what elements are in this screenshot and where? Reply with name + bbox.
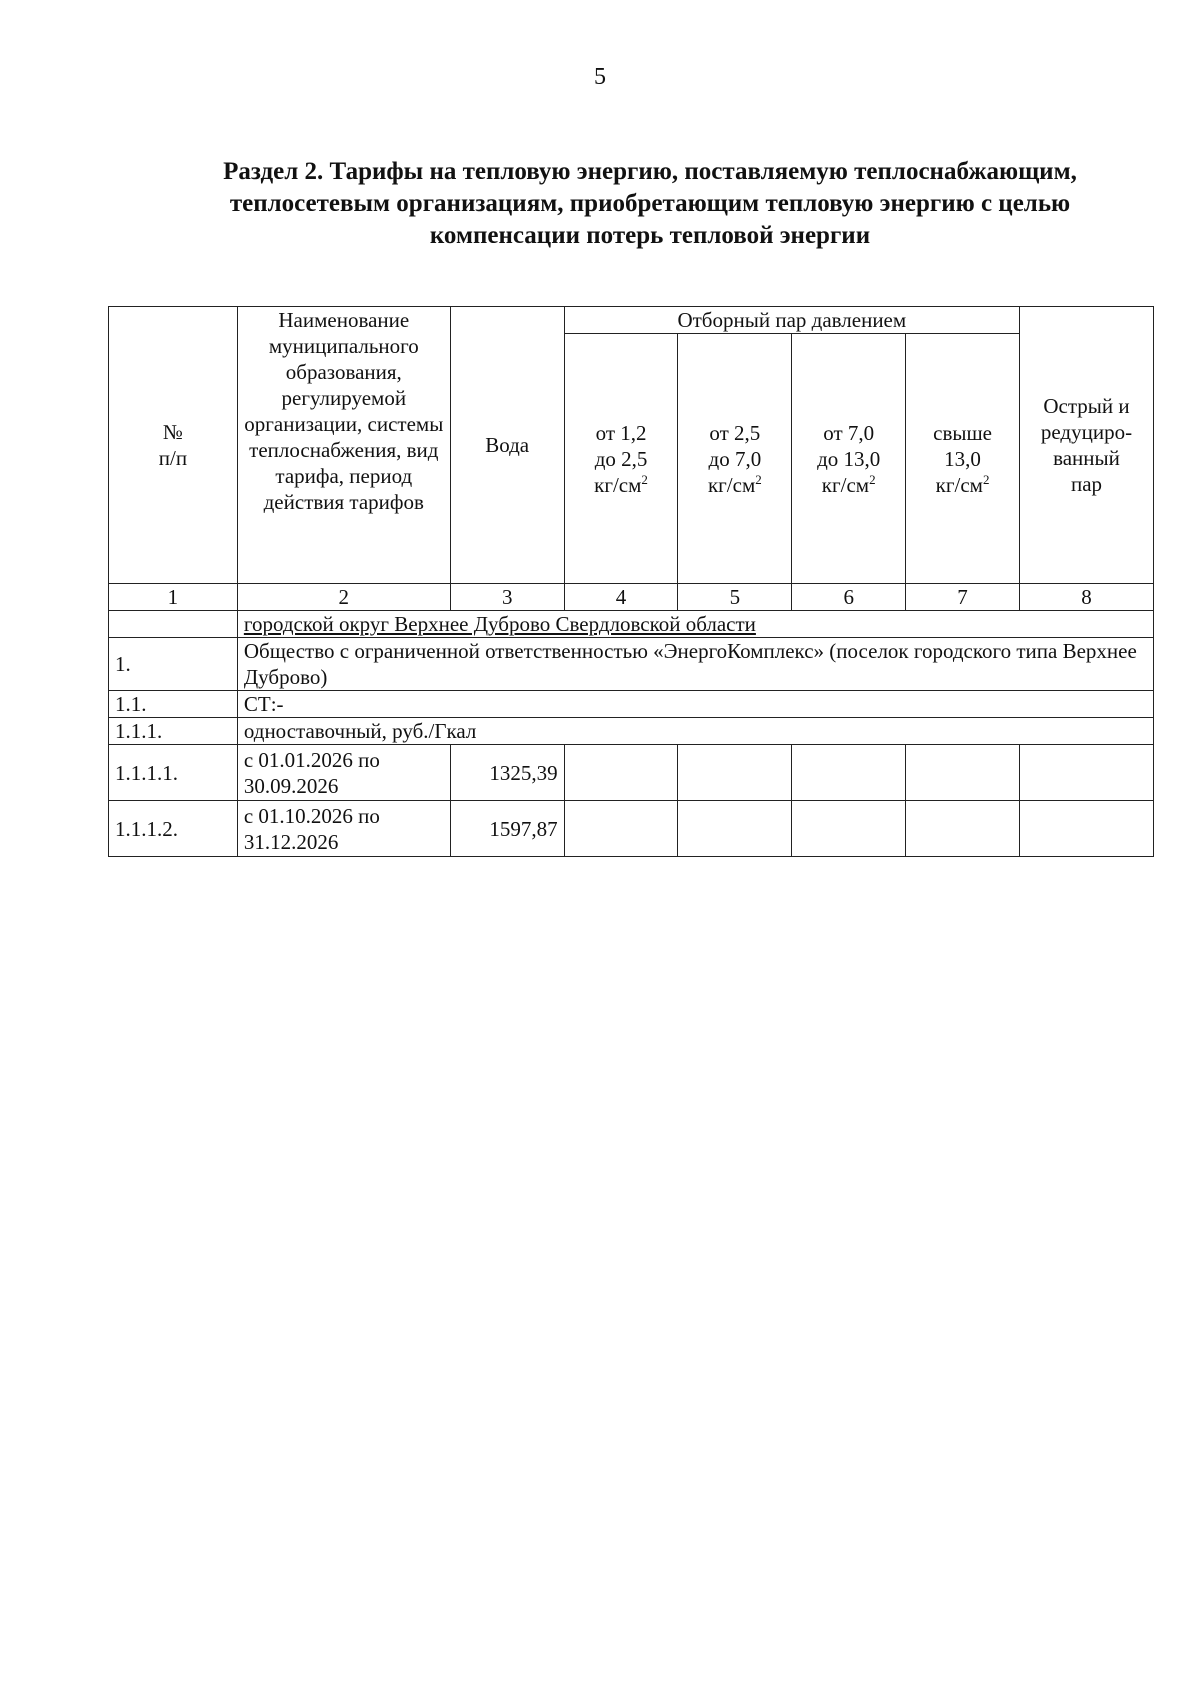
region-row	[109, 611, 1154, 638]
water-tariff: 1597,87	[450, 801, 564, 857]
table-row: 1.1.1.2. с 01.10.2026 по 31.12.2026 1597,87	[109, 801, 1154, 857]
header-number: № п/п	[109, 307, 238, 584]
header-water: Вода	[450, 307, 564, 584]
header-name: Наименование муниципального образования, регулируемой организации, системы теплоснабжения, вид тарифа, период действия тарифов	[237, 307, 450, 584]
tariffs-table	[108, 306, 1154, 857]
water-tariff: 1325,39	[450, 745, 564, 801]
heading-line: теплосетевым организациям, приобретающим тепловую энергию с целью	[229, 190, 1071, 217]
table-row: 1. Общество с ограниченной ответственностью «ЭнергоКомплекс» (поселок городского типа Верхнее Дуброво)	[109, 638, 1154, 691]
page-number: 5	[594, 64, 606, 90]
header-sharp-steam: Острый и редуциро- ванный пар	[1020, 307, 1154, 584]
header-steam-col: от 7,0 до 13,0 $кг/см^2$	[792, 334, 906, 584]
header-steam-col: от 2,5 до 7,0 $кг/см^2$	[678, 334, 792, 584]
table-row: 1.1.1.1. с 01.01.2026 по 30.09.2026 1325,39	[109, 745, 1154, 801]
table-row: 1.1. СТ:-	[109, 691, 1154, 718]
heading-line: компенсации потерь тепловой энергии	[429, 222, 871, 249]
organization-name: Общество с ограниченной ответственностью «ЭнергоКомплекс» (поселок городского типа Верхнее Дуброво)	[237, 638, 1153, 691]
header-steam-col: свыше 13,0 $кг/см^2$	[906, 334, 1020, 584]
section-heading	[150, 156, 1150, 252]
header-steam-group: Отборный пар давлением	[564, 307, 1019, 334]
region-name: городской округ Верхнее Дуброво Свердловской области	[237, 611, 1153, 638]
heading-line: Раздел 2. Тарифы на тепловую энергию, поставляемую теплоснабжающим,	[223, 158, 1077, 185]
table-row: 1.1.1. одноставочный, руб./Гкал	[109, 718, 1154, 745]
column-number-row: 1 2 3 4 5 6 7 8	[109, 584, 1154, 611]
header-steam-col: от 1,2 до 2,5 $кг/см^2$	[564, 334, 678, 584]
